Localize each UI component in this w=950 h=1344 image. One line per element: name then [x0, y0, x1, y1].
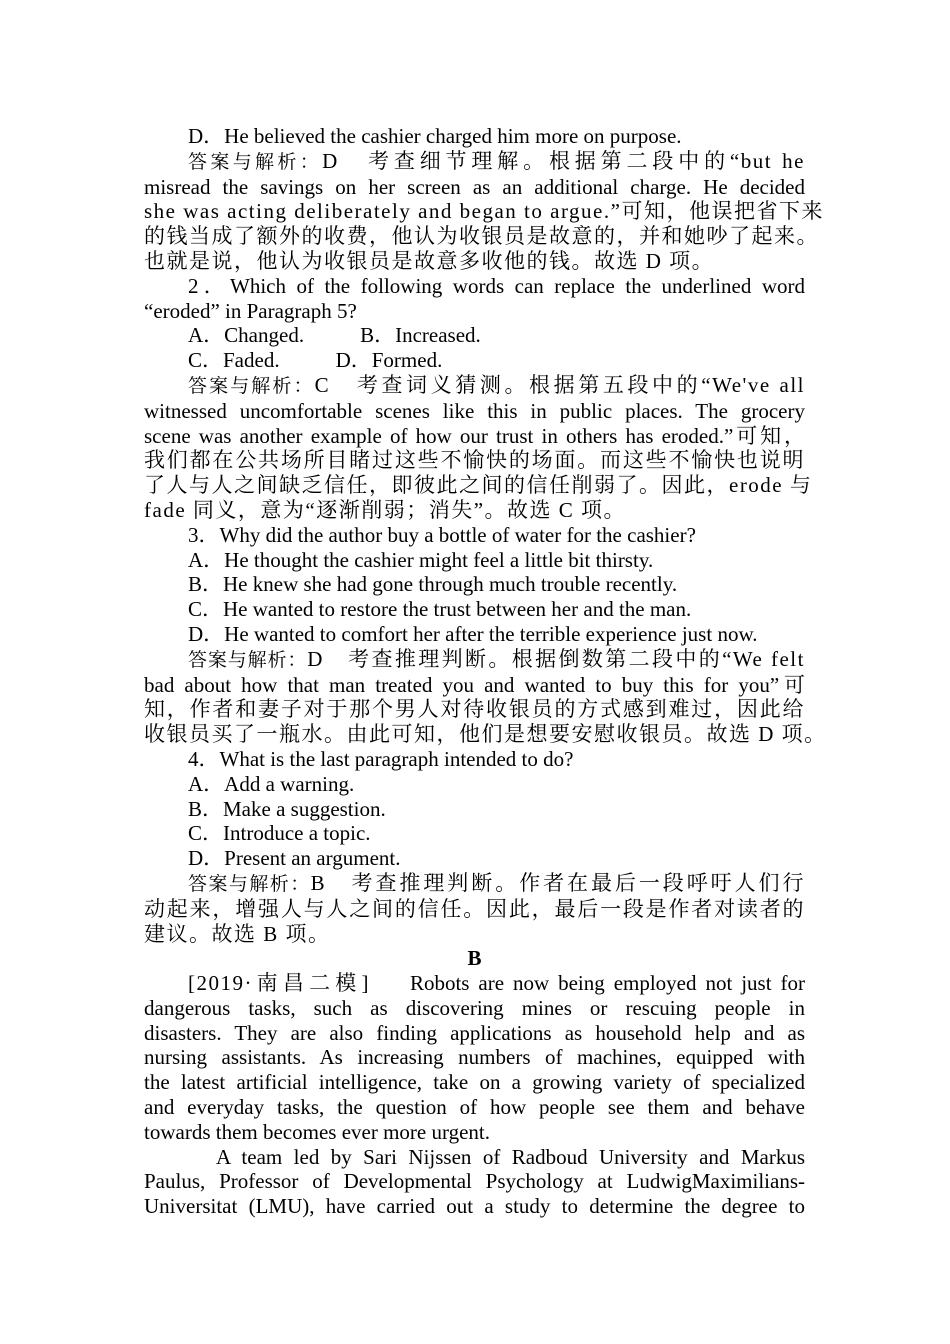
answer-q2-line: 答案与解析：C 考查词义猜测。根据第五段中的“We've all [188, 372, 805, 397]
answer-q4-text: 建议。故选 B 项。 [144, 921, 331, 946]
option-c-q3: C．He wanted to restore the trust between her and the man. [188, 597, 692, 622]
question-3: 3．Why did the author buy a bottle of water for the cashier? [188, 522, 696, 547]
answer-q2-text: fade 同义，意为“逐渐削弱；消失”。故选 C 项。 [144, 497, 627, 522]
option-b-q3: B．He knew she had gone through much trouble recently. [188, 572, 678, 597]
option-d-q1: D．He believed the cashier charged him more on purpose. [188, 124, 682, 148]
answer-q1-line: 答案与解析：D 考查细节理解。根据第二段中的“but he [188, 148, 805, 173]
passage-b-line: Paulus, Professor of Developmental Psychology at LudwigMaximilians- [144, 1169, 805, 1194]
section-heading: B [467, 946, 482, 971]
source-tag: [2019·南昌二模] [188, 971, 370, 996]
answer-label: 答案与解析： [188, 374, 315, 397]
answer-q2-text: 我们都在公共场所目睹过这些不愉快的场面。而这些不愉快也说明 [144, 448, 805, 473]
question-2: 2．Which of the following words can replace the underlined word [188, 273, 805, 298]
passage-b-line: disasters. They are also finding applications as household help and as [144, 1020, 805, 1045]
answer-q2-text: scene was another example of how our trust in others has eroded.”可知， [144, 423, 805, 448]
options-q2 [144, 348, 805, 373]
answer-label: 答案与解析： [188, 872, 311, 895]
question-4: 4．What is the last paragraph intended to do? [188, 746, 574, 771]
passage-b-line: towards them becomes ever more urgent. [144, 1119, 490, 1144]
answer-q1-text: misread the savings on her screen as an additional charge. He decided [144, 174, 805, 199]
answer-q1-text: she was acting deliberately and began to argue.”可知，他误把省下来 [144, 199, 824, 224]
passage-b-line: the latest artificial intelligence, take on a growing variety of specialized [144, 1070, 805, 1095]
passage-b-line: [2019·南昌二模] Robots are now being employed not just for [188, 971, 805, 996]
options-q2 [144, 323, 805, 348]
passage-b-line: A team led by Sari Nijssen of Radboud University and Markus [216, 1144, 805, 1169]
option-b: B．Increased. [360, 323, 481, 348]
option-c-q4: C．Introduce a topic. [188, 821, 371, 846]
option-a-q3: A．He thought the cashier might feel a little bit thirsty. [188, 547, 654, 572]
answer-q3-text: 知，作者和妻子对于那个男人对待收银员的方式感到难过，因此给 [144, 697, 805, 722]
answer-q3-line: 答案与解析：D 考查推理判断。根据倒数第二段中的“We felt [188, 646, 805, 671]
answer-label: 答案与解析： [188, 648, 308, 671]
answer-q1-text: 的钱当成了额外的收费，他认为收银员是故意的，并和她吵了起来。 [144, 224, 819, 249]
option-d: D．Formed. [335, 348, 443, 373]
option-d-q4: D．Present an argument. [188, 846, 401, 871]
option-c: C．Faded. [188, 348, 280, 373]
option-a: A．Changed. [188, 323, 305, 348]
answer-q4-text: 动起来，增强人与人之间的信任。因此，最后一段是作者对读者的 [144, 896, 805, 921]
answer-q2-text: witnessed uncomfortable scenes like this in public places. The grocery [144, 398, 805, 423]
passage-b-line: dangerous tasks, such as discovering mines or rescuing people in [144, 995, 805, 1020]
passage-b-line: nursing assistants. As increasing numbers of machines, equipped with [144, 1045, 805, 1070]
passage-b-line: Universitat (LMU), have carried out a study to determine the degree to [144, 1194, 805, 1219]
answer-q3-text: bad about how that man treated you and wanted to buy this for you”可 [144, 672, 805, 697]
answer-label: 答案与解析： [188, 150, 323, 173]
answer-q3-text: 收银员买了一瓶水。由此可知，他们是想要安慰收银员。故选 D 项。 [144, 722, 827, 747]
option-a-q4: A．Add a warning. [188, 771, 355, 796]
answer-q1-text: 也就是说，他认为收银员是故意多收他的钱。故选 D 项。 [144, 248, 715, 273]
question-2: “eroded” in Paragraph 5? [144, 298, 357, 323]
answer-q4-line: 答案与解析：B 考查推理判断。作者在最后一段呼吁人们行 [188, 870, 805, 895]
answer-q2-text: 了人与人之间缺乏信任，即彼此之间的信任削弱了。因此，erode 与 [144, 473, 813, 498]
option-b-q4: B．Make a suggestion. [188, 796, 386, 821]
passage-b-line: and everyday tasks, the question of how people see them and behave [144, 1095, 805, 1120]
option-d-q3: D．He wanted to comfort her after the terrible experience just now. [188, 621, 758, 646]
